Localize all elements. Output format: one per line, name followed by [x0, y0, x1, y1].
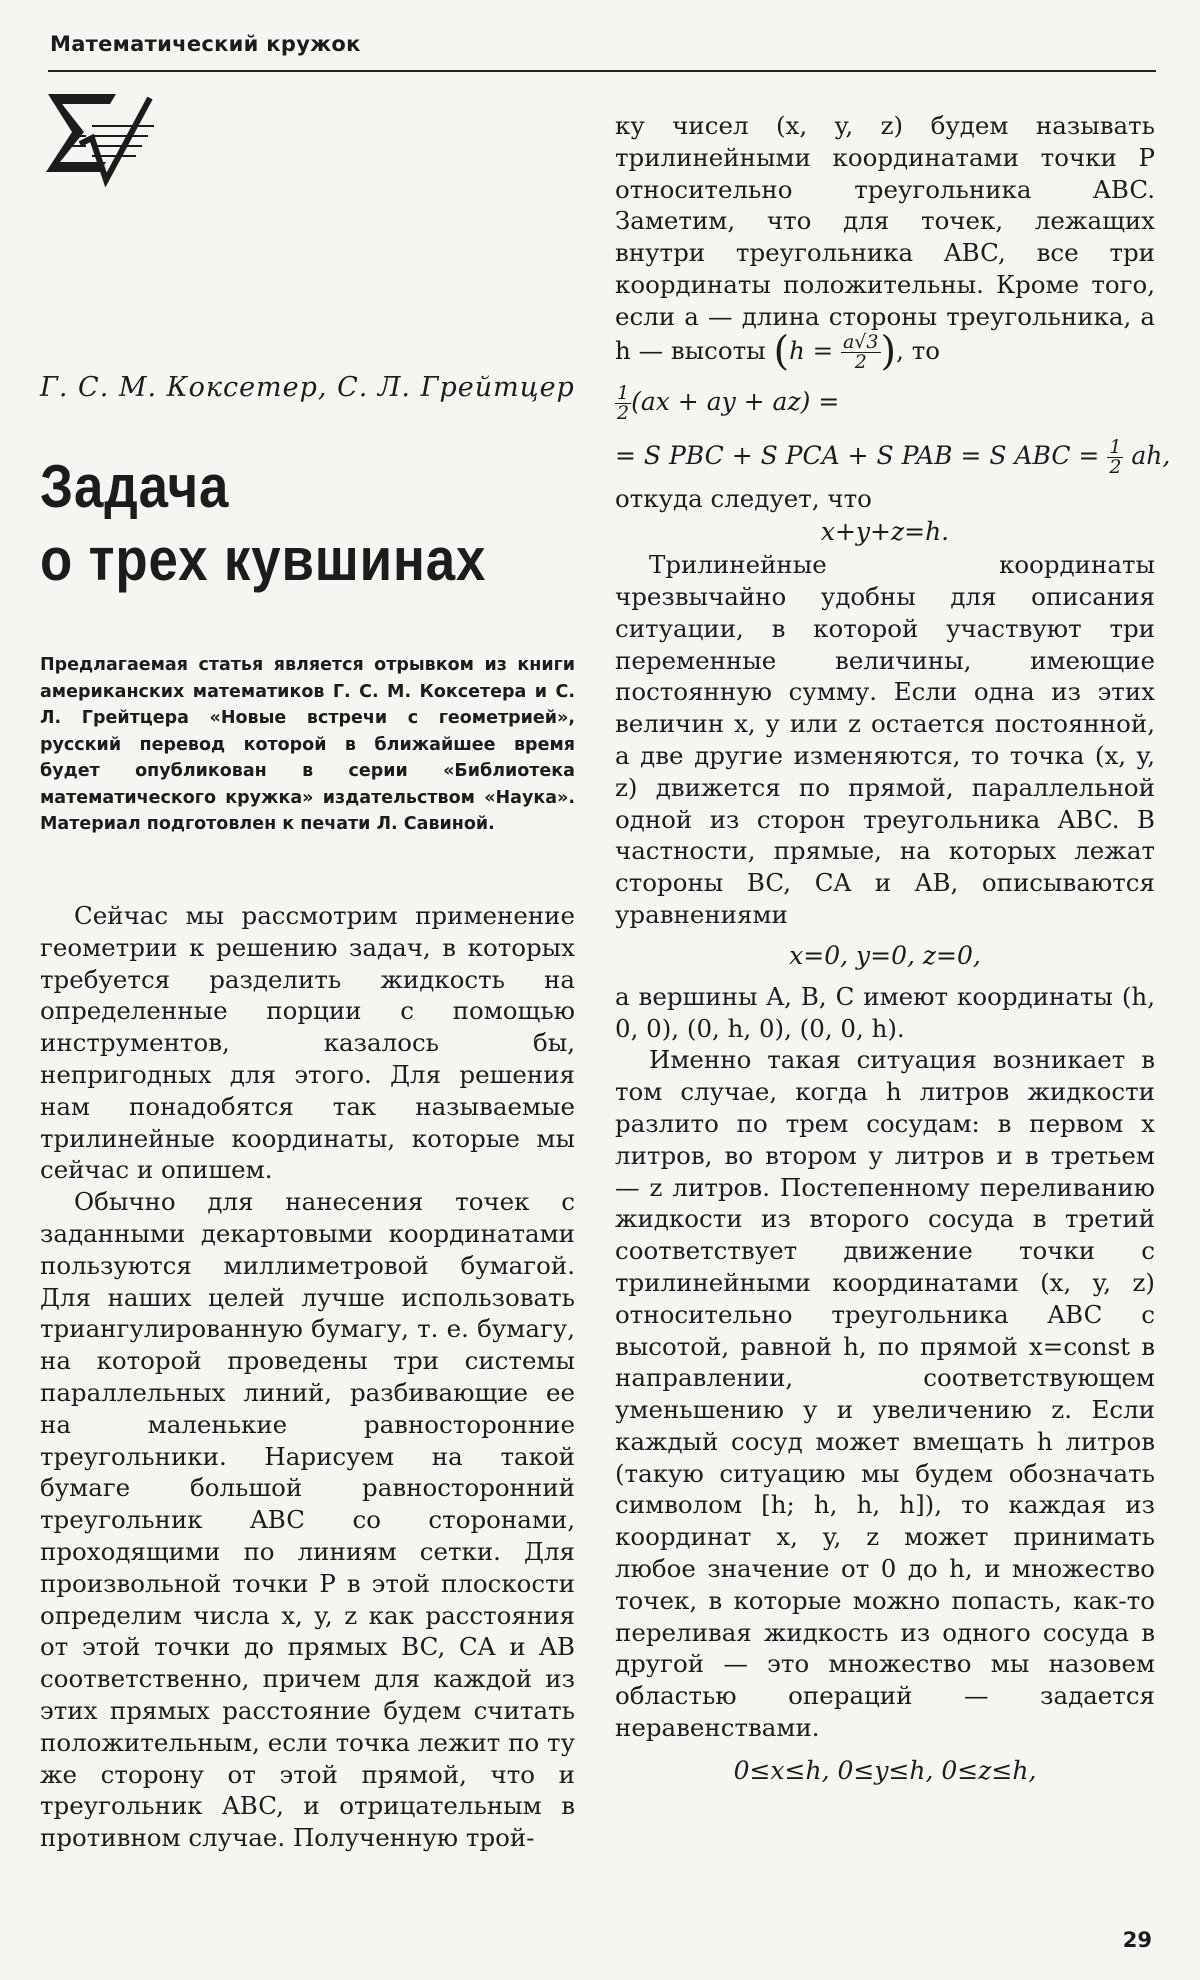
paragraph	[615, 110, 1155, 375]
equation: (ax + ay + az) =	[631, 387, 840, 417]
equation: x+y+z=h.	[820, 517, 950, 547]
paragraph: Трилинейные координаты чрезвычайно удобны для описания ситуации, в которой участвуют три переменные величины, имеющие постоянную сумму. Если одна из этих величин x, y или z остается постоянной, а две другие изменяются, то точка (x, y, z) движется по прямой, параллельной одной из сторон треугольника ABC. В частности, прямые, на которых лежат стороны BC, CA и AB, описываются уравнениями	[615, 550, 1155, 929]
paragraph: Именно такая ситуация возникает в том случае, когда h литров жидкости разлито по трем сосудам: в первом x литров, во втором y литров и в третьем — z литров. Постепенному переливанию жидкости из второго сосуда в третий соответствует движение точки с трилинейными координатами (x, y, z) относительно треугольника ABC с высотой, равной h, по прямой x=const в направлении, соответствующем уменьшению y и увеличению z. Если каждый сосуд может вмещать h литров (такую ситуацию мы будем обозначать символом [h; h, h, h]), то каждая из координат x, y, z может принимать любое значение от 0 до h, и множество точек, в которые можно попасть, как-то переливая жидкость из одного сосуда в другой — это множество мы назовем областью операций — задается неравенствами.	[615, 1045, 1155, 1743]
fraction-denominator: 2	[1109, 456, 1122, 479]
height-formula: h = $\frac{a√3}{2}$	[789, 330, 879, 373]
sigma-sqrt-logo-icon	[44, 92, 156, 190]
paragraph: а вершины A, B, C имеют координаты (h, 0, 0), (0, h, 0), (0, 0, h).	[615, 981, 1155, 1043]
equation-line	[615, 429, 1171, 483]
right-column-body	[615, 110, 1171, 1788]
header-divider	[48, 70, 1156, 72]
fraction-numerator: a√3	[842, 330, 879, 353]
article-authors: Г. С. М. Коксетер, С. Л. Грейтцер	[40, 372, 575, 403]
equation: x=0, y=0, z=0,	[789, 940, 981, 970]
page-number: 29	[1122, 1928, 1152, 1952]
equation: 0≤x≤h, 0≤y≤h, 0≤z≤h,	[733, 1755, 1037, 1785]
paragraph: Сейчас мы рассмотрим применение геометрии к решению задач, в которых требуется разделить жидкость на определенные порции с помощью инструментов, казалось бы, непригодных для этого. Для решения нам понадобятся так называемые трилинейные координаты, которые мы сейчас и опишем.	[40, 901, 575, 1185]
paragraph: Обычно для нанесения точек с заданными декартовыми координатами пользуются миллиметровой бумагой. Для наших целей лучше использовать триангулированную бумагу, т. е. бумагу, на которой проведены три системы параллельных линий, разбивающие ее на маленькие равносторонние треугольники. Нарисуем на такой бумаге большой равносторонний треугольник ABC со сторонами, проходящими по линиям сетки. Для произвольной точки P в этой плоскости определим числа x, y, z как расстояния от этой точки до прямых BC, CA и AB соответственно, причем для каждой из этих прямых расстояние будем считать положительным, если точка лежит по ту же сторону от этой прямой, что и треугольник ABC, и отрицательным в противном случае. Полученную трой-	[40, 1187, 575, 1853]
half-fraction	[1107, 438, 1123, 477]
height-fraction	[841, 330, 881, 373]
article-title	[40, 450, 515, 596]
paragraph: откуда следует, что	[615, 484, 872, 514]
left-column-body	[40, 900, 575, 1854]
paren-open: (	[773, 328, 790, 375]
fraction-numerator: 1	[617, 382, 630, 405]
half-fraction	[615, 384, 631, 423]
equation: = S PBC + S PCA + S PAB = S ABC =	[615, 441, 1108, 471]
equation-tail: ah,	[1123, 441, 1171, 471]
fraction-denominator: 2	[854, 350, 867, 373]
paren-close: )	[880, 328, 897, 375]
article-lead: Предлагаемая статья является отрывком из книги американских математиков Г. С. М. Коксетера и С. Л. Грейтцера «Новые встречи с геометрией», русский перевод которой в ближайшее время будет опубликован в серии «Библиотека математического кружка» издательством «Наука». Материал подготовлен к печати Л. Савиной.	[40, 655, 575, 834]
fraction-numerator: 1	[1109, 436, 1122, 459]
equation-line	[615, 375, 1155, 429]
title-line-1: Задача	[40, 453, 230, 520]
paragraph-text: ку чисел (x, y, z) будем называть трилинейными координатами точки P относительно треугольника ABC. Заметим, что для точек, лежащих внутри треугольника ABC, все три координаты положительны. Кроме того, если a — длина стороны треугольника, а h — высоты	[615, 111, 1155, 365]
title-line-2: о трех кувшинах	[40, 526, 487, 593]
section-header: Математический кружок	[50, 32, 361, 56]
fraction-denominator: 2	[617, 402, 630, 425]
paragraph-tail: , то	[896, 335, 941, 365]
